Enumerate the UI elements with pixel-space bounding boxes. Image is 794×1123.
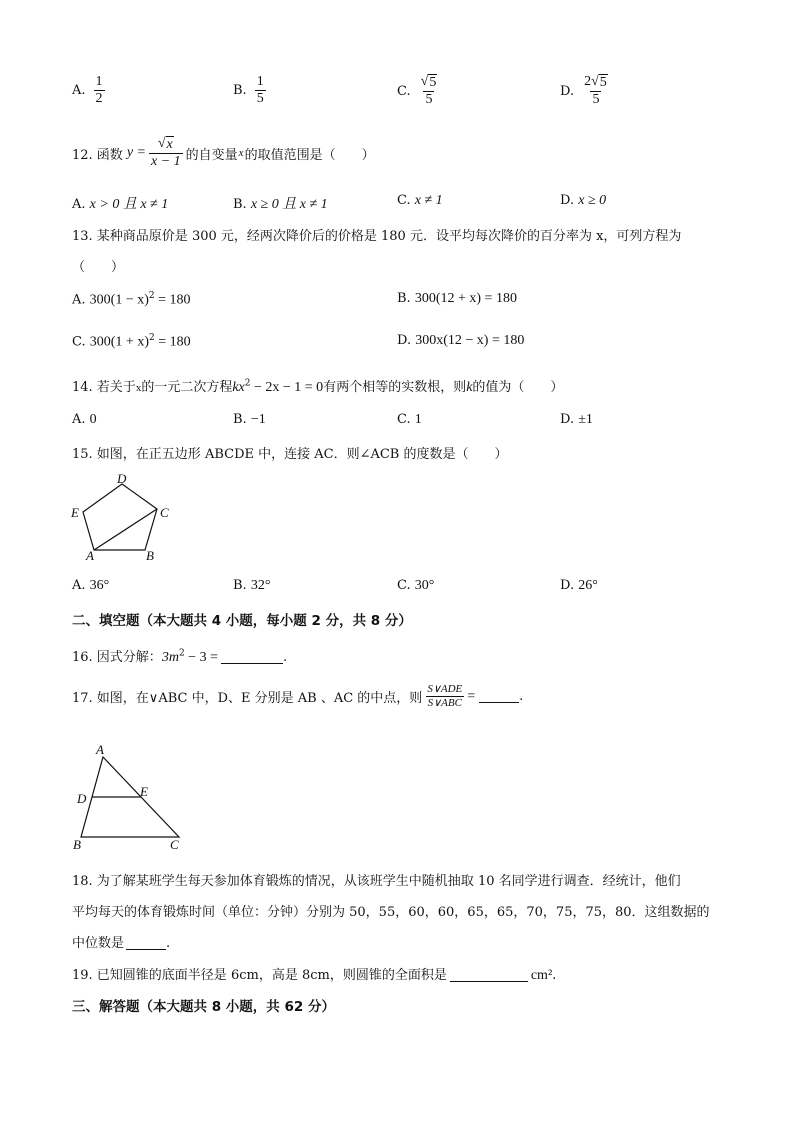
label-c: C	[160, 505, 169, 520]
label-b: B	[73, 837, 81, 852]
q14-stem: 14. 若关于x的一元二次方程$kx^2 - 2x - 1 = 0$有两个相等的实数根，则k的值为（ ）	[72, 378, 564, 395]
q13-option-b: B. 300(12 + x) = 180	[397, 291, 517, 306]
option-label: C.	[397, 83, 411, 99]
option-label: D.	[560, 83, 575, 99]
q12-option-b: B. x ≥ 0 且 x ≠ 1	[233, 197, 328, 212]
label-e: E	[140, 784, 148, 799]
q13-stem-line2: （ ）	[72, 260, 125, 275]
triangle-figure	[70, 740, 190, 854]
q18-line2: 平均每天的体育锻炼时间（单位：分钟）分别为 50，55，60，60，65，65，70，75，75，80．这组数据的	[72, 905, 710, 920]
label-d: D	[117, 471, 127, 486]
q17-stem: 17. 如图，在∨ABC 中，D、E 分别是 AB 、AC 的中点，则 $\frac{\text{S∨ADE}}{\text{S∨ABC}}$ = .	[72, 683, 524, 709]
q12-option-a: A. x > 0 且 x ≠ 1	[72, 197, 169, 212]
q13-option-d: D. 300x(12 − x) = 180	[397, 333, 525, 348]
q19-stem: 19. 已知圆锥的底面半径是 6cm，高是 8cm，则圆锥的全面积是 cm².	[72, 968, 557, 983]
diagonal-ac	[94, 509, 157, 550]
label-e: E	[71, 505, 79, 520]
q15-stem: 15. 如图，在正五边形 ABCDE 中，连接 AC．则∠ACB 的度数是（ ）	[72, 447, 508, 462]
fraction: √ x x − 1	[150, 136, 181, 169]
sqrt: √ 5	[591, 74, 607, 90]
q11-option-c	[397, 74, 442, 108]
q11-option-b	[233, 74, 269, 107]
q18-line1: 18. 为了解某班学生每天参加体育锻炼的情况，从该班学生中随机抽取 10 名同学进行调查．经统计，他们	[72, 874, 681, 889]
sqrt: √ x	[157, 136, 173, 152]
q15-option-b: B. 32°	[233, 578, 271, 593]
q14-option-c: C. 1	[397, 412, 422, 427]
fraction: √ 5 5	[419, 74, 440, 108]
q12-option-d: D. x ≥ 0	[560, 193, 607, 208]
option-label: A.	[72, 83, 86, 98]
area-ratio-fraction: $\frac{\text{S∨ADE}}{\text{S∨ABC}}$	[427, 683, 463, 709]
q14-option-a: A. 0	[72, 412, 97, 427]
q15-option-a: A. 36°	[72, 578, 110, 593]
answer-blank[interactable]	[221, 651, 283, 664]
fraction: $\frac{1}{5}$	[256, 74, 264, 106]
q18-line3: 中位数是 .	[72, 936, 171, 951]
label-a: A	[86, 548, 94, 563]
answer-blank[interactable]	[479, 690, 519, 703]
q12-option-c: C. x ≠ 1	[397, 193, 443, 208]
section-heading-fill-in: 二、填空题（本大题共 4 小题，每小题 2 分，共 8 分）	[72, 613, 412, 629]
label-a: A	[96, 742, 104, 757]
fraction: 2 √ 5 5	[584, 74, 607, 107]
q13-stem-line1: 13. 某种商品原价是 300 元，经两次降价后的价格是 180 元．设平均每次降价的百分率为 x，可列方程为	[72, 229, 682, 244]
section-heading-solve: 三、解答题（本大题共 8 小题，共 62 分）	[72, 999, 335, 1015]
option-label: B.	[233, 83, 247, 98]
q15-option-c: C. 30°	[397, 578, 435, 593]
answer-blank[interactable]	[126, 937, 166, 950]
pentagon-shape	[83, 484, 157, 550]
q13-option-c: C. $300(1 + x)^2 = 180$	[72, 333, 191, 350]
label-d: D	[77, 791, 87, 806]
sqrt: √ 5	[420, 74, 437, 90]
label-c: C	[170, 837, 179, 852]
q14-option-b: B. −1	[233, 412, 266, 427]
q14-option-d: D. ±1	[560, 412, 593, 427]
q15-option-d: D. 26°	[560, 578, 598, 593]
q13-option-a: A. $300(1 - x)^2 = 180$	[72, 291, 191, 308]
answer-blank[interactable]	[450, 969, 528, 982]
q11-option-d	[560, 74, 613, 108]
q16-stem: 16. 因式分解：$3m^2 - 3$ = .	[72, 648, 288, 665]
pentagon-figure	[66, 470, 186, 566]
q12-stem: 12. 函数 y = √ x x − 1 的自变量 x 的取值范围是（ ）	[72, 136, 375, 169]
label-b: B	[146, 548, 154, 563]
q11-option-a	[72, 74, 108, 107]
fraction: $\frac{1}{2}$	[95, 74, 103, 106]
